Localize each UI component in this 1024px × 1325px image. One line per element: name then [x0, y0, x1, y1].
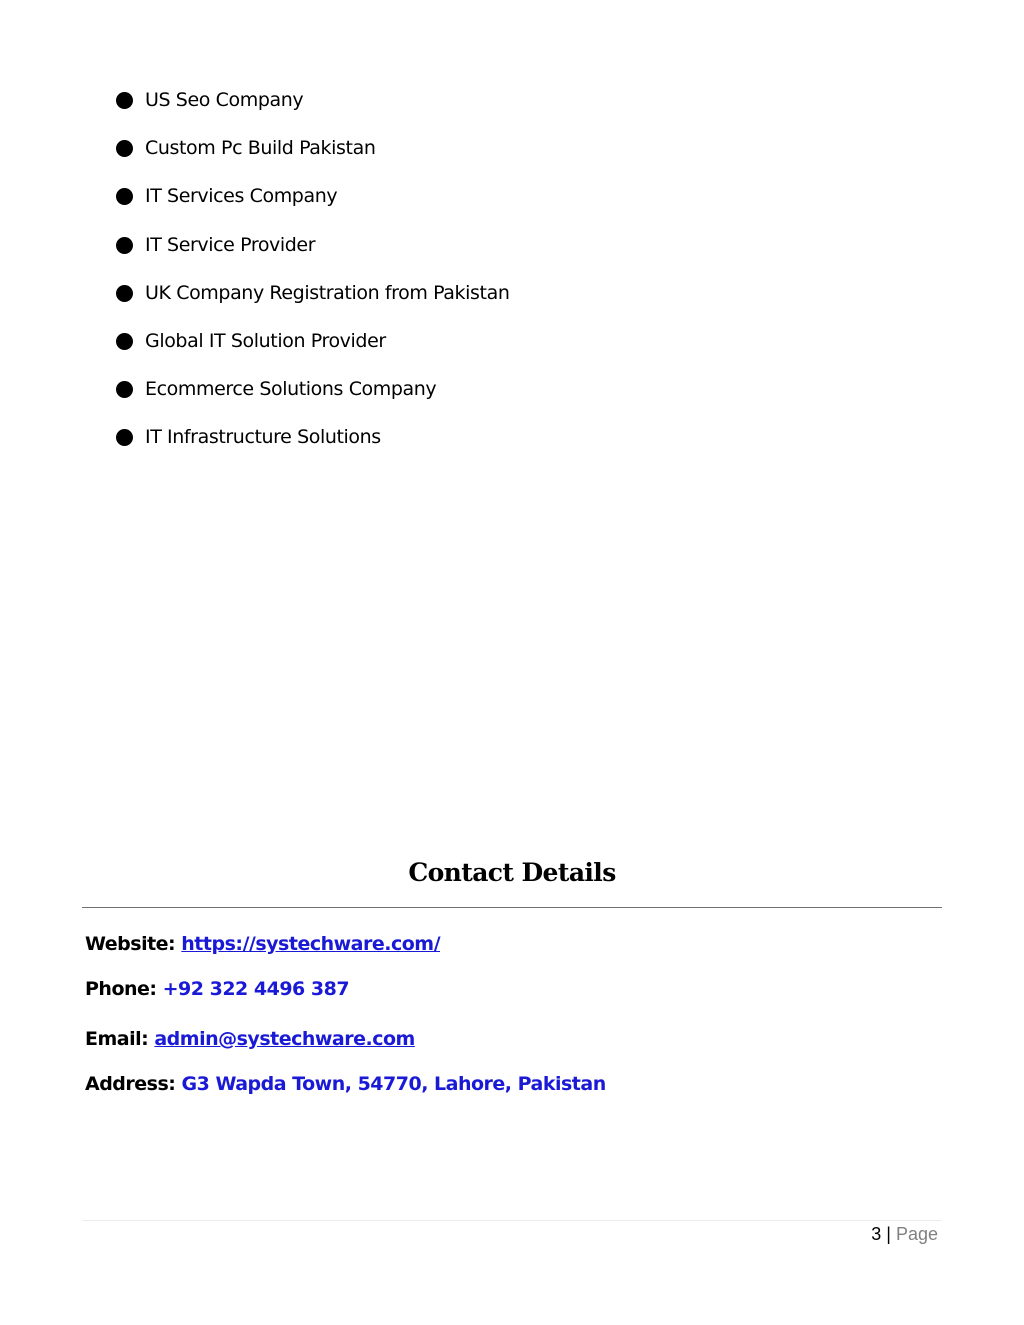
list-item — [116, 86, 509, 134]
list-item — [116, 182, 509, 230]
heading-divider — [82, 907, 942, 908]
list-item — [116, 327, 509, 375]
website-label: Website: — [85, 933, 176, 955]
website-row — [85, 930, 440, 958]
bullet-icon — [116, 188, 133, 205]
list-item — [116, 375, 509, 423]
service-label: Custom Pc Build Pakistan — [145, 137, 376, 160]
service-label: Global IT Solution Provider — [145, 329, 386, 352]
bullet-icon — [116, 429, 133, 446]
email-link[interactable]: admin@systechware.com — [154, 1028, 415, 1050]
email-label: Email: — [85, 1028, 149, 1050]
page-label: Page — [895, 1224, 938, 1244]
page-footer — [871, 1222, 938, 1246]
service-label: IT Service Provider — [145, 233, 316, 256]
address-value: G3 Wapda Town, 54770, Lahore, Pakistan — [181, 1073, 606, 1095]
list-item — [116, 423, 509, 471]
bullet-icon — [116, 92, 133, 109]
list-item — [116, 279, 509, 327]
bullet-icon — [116, 381, 133, 398]
email-row — [85, 1025, 415, 1053]
address-label: Address: — [85, 1073, 176, 1095]
services-list — [116, 86, 509, 472]
service-label: IT Services Company — [145, 185, 338, 208]
page-separator: | — [886, 1224, 891, 1244]
service-label: Ecommerce Solutions Company — [145, 378, 437, 401]
list-item — [116, 231, 509, 279]
website-link[interactable]: https://systechware.com/ — [181, 933, 441, 955]
service-label: IT Infrastructure Solutions — [145, 426, 381, 449]
service-label: US Seo Company — [145, 89, 304, 111]
bullet-icon — [116, 140, 133, 157]
bullet-icon — [116, 237, 133, 254]
list-item — [116, 134, 509, 182]
phone-label: Phone: — [85, 978, 157, 1000]
bullet-icon — [116, 333, 133, 350]
bullet-icon — [116, 285, 133, 302]
footer-divider — [82, 1220, 942, 1221]
address-row — [85, 1070, 606, 1098]
contact-heading: Contact Details — [408, 858, 616, 887]
service-label: UK Company Registration from Pakistan — [145, 281, 510, 304]
page-number: 3 — [871, 1224, 882, 1244]
phone-row — [85, 975, 349, 1003]
phone-value: +92 322 4496 387 — [162, 978, 350, 1000]
